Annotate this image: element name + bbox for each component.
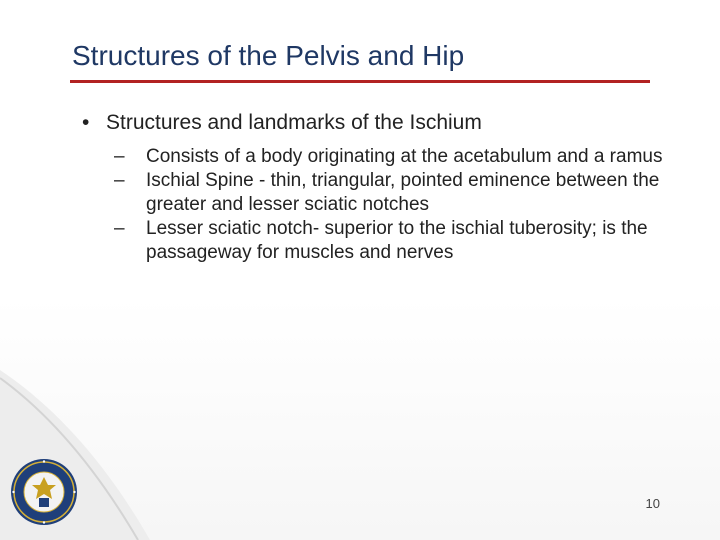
slide-title: Structures of the Pelvis and Hip bbox=[72, 40, 465, 71]
sub-bullet-list bbox=[82, 145, 672, 265]
bullet-marker: • bbox=[82, 111, 90, 134]
sub-bullet-marker: – bbox=[114, 170, 125, 191]
sub-bullet-text: Lesser sciatic notch- superior to the ischial tuberosity; is the passageway for muscles and nerves bbox=[146, 218, 648, 263]
bullet-item bbox=[82, 109, 672, 137]
sub-bullet-item bbox=[82, 145, 672, 169]
sub-bullet-item bbox=[82, 169, 672, 217]
sub-bullet-text: Ischial Spine - thin, triangular, pointed eminence between the greater and lesser sciatic notches bbox=[146, 170, 660, 215]
sub-bullet-marker: – bbox=[114, 218, 125, 239]
bullet-list bbox=[82, 109, 672, 265]
sub-bullet-text: Consists of a body originating at the acetabulum and a ramus bbox=[146, 146, 663, 167]
sub-bullet-item bbox=[82, 217, 672, 265]
page-number: 10 bbox=[645, 496, 660, 511]
title-underline bbox=[70, 80, 650, 83]
bullet-text: Structures and landmarks of the Ischium bbox=[106, 111, 482, 134]
sub-bullet-marker: – bbox=[114, 146, 125, 167]
circular-seal-logo bbox=[10, 458, 78, 526]
